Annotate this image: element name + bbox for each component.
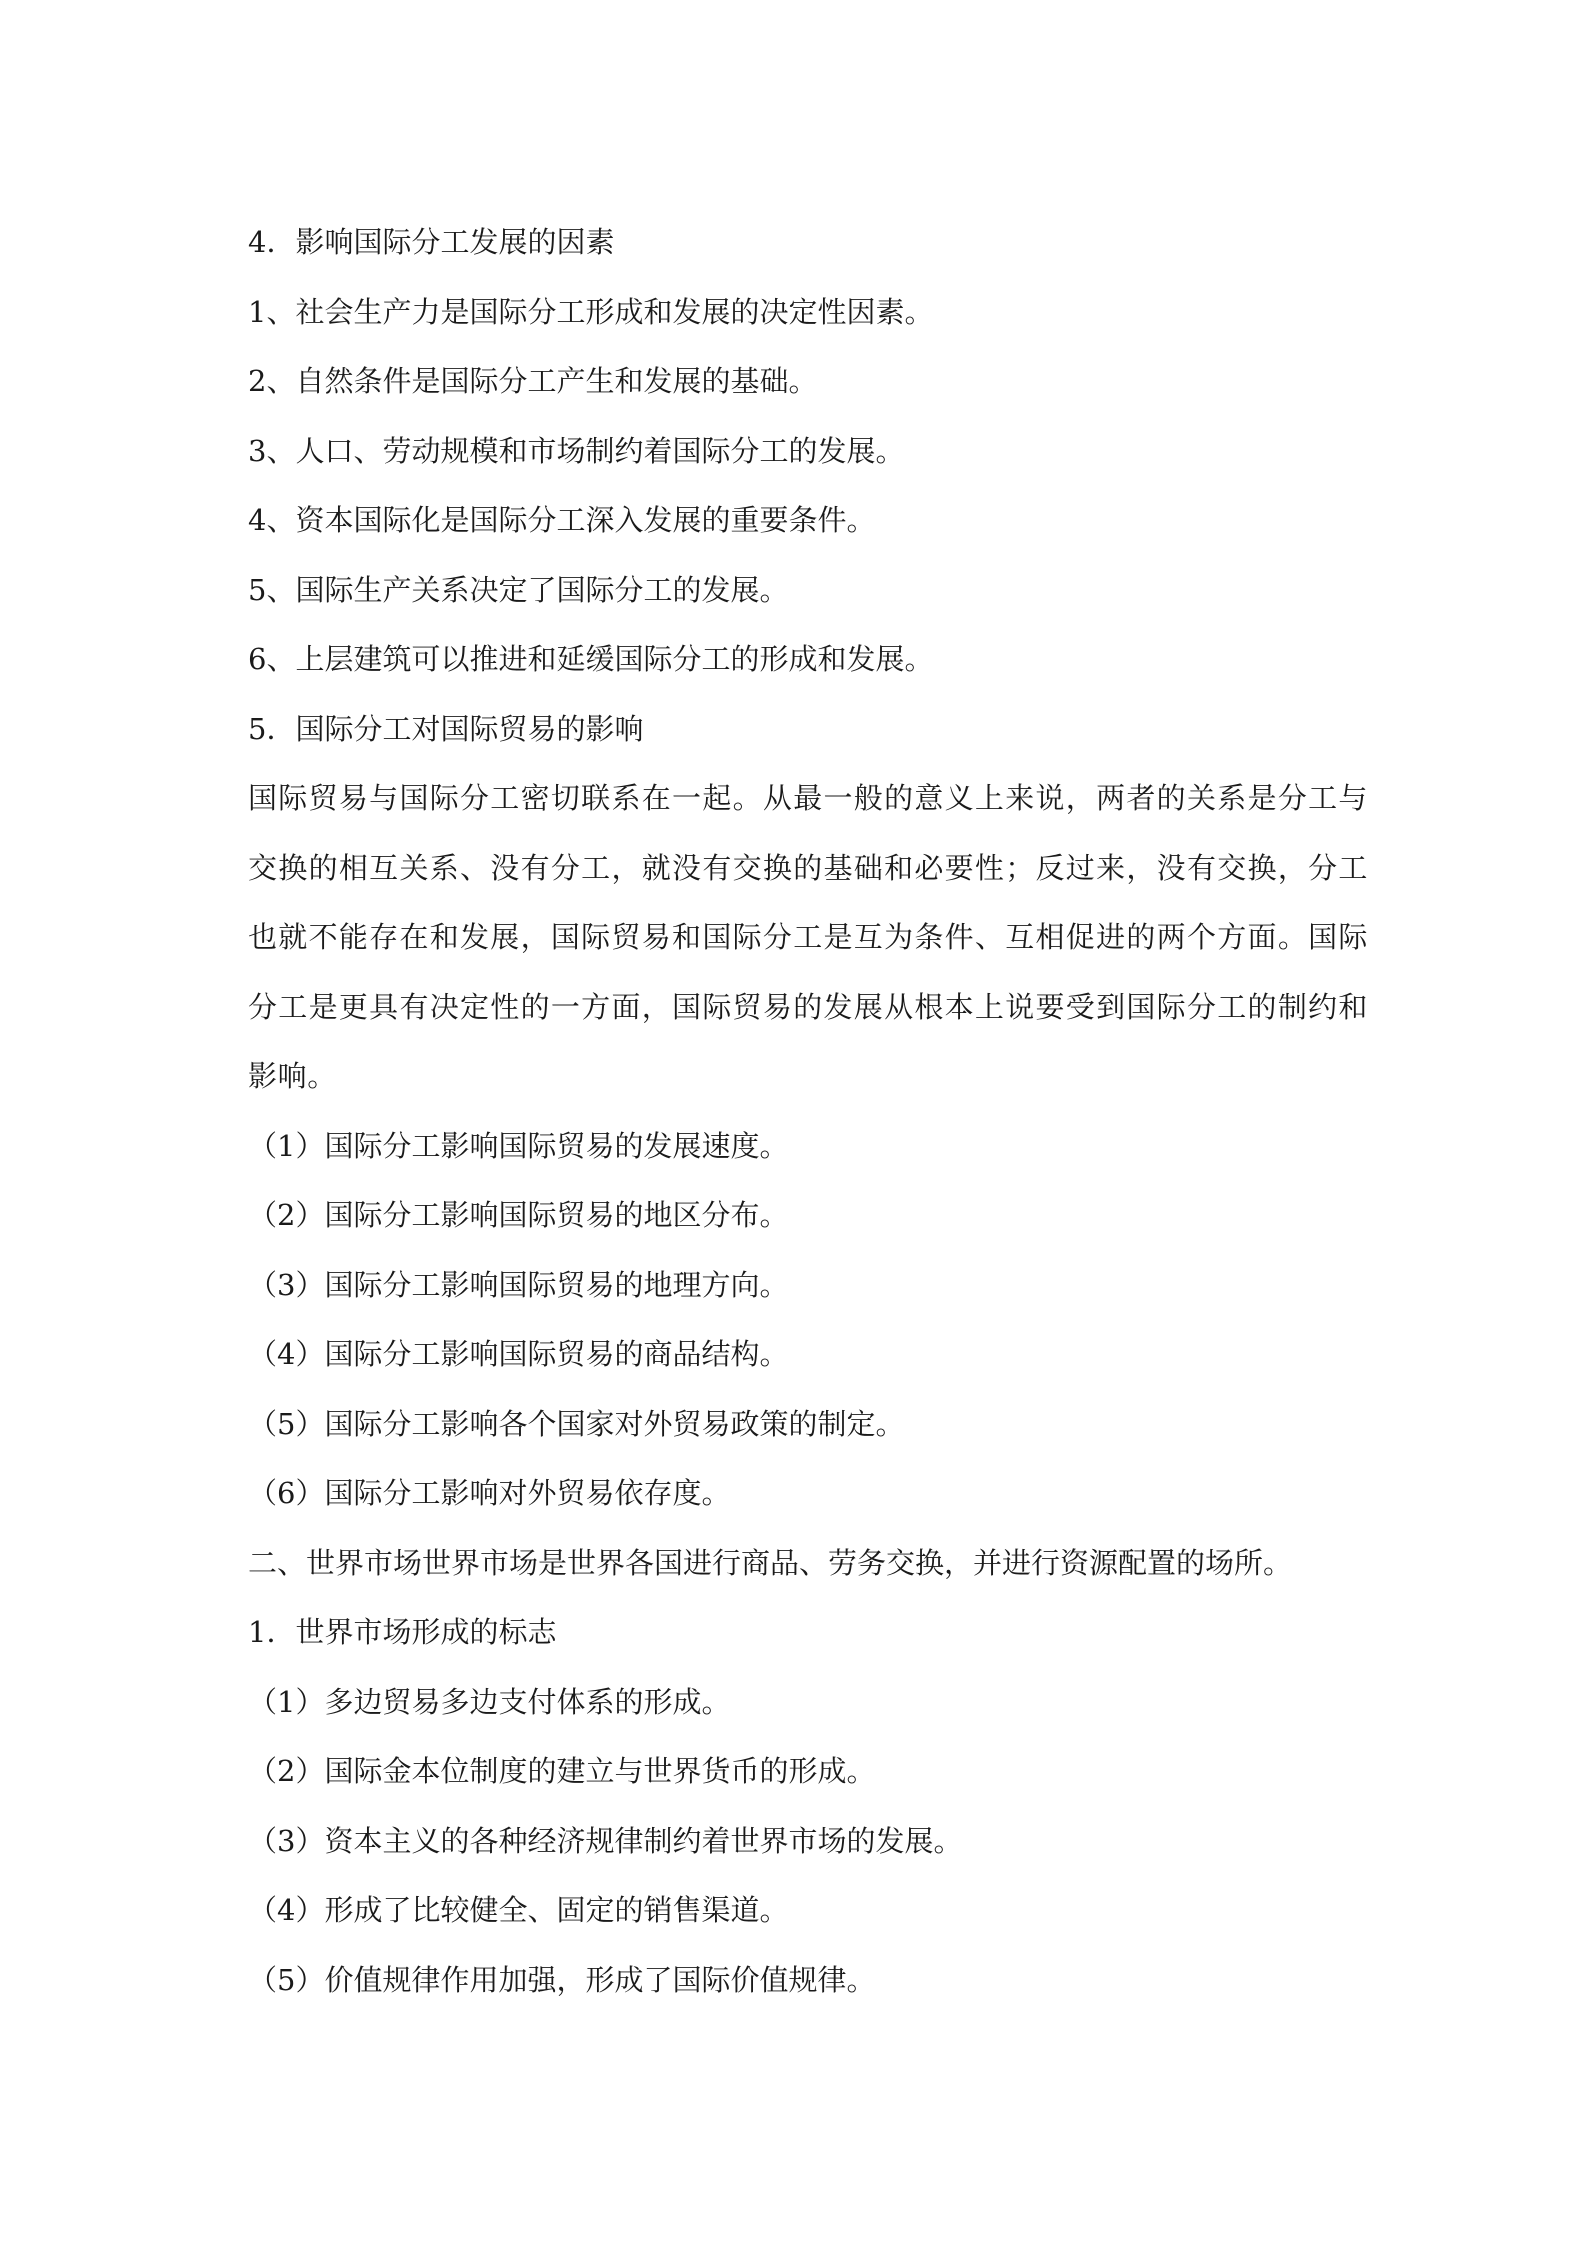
market-item: （3）资本主义的各种经济规律制约着世界市场的发展。 [248, 1823, 963, 1858]
factor-item: 5、国际生产关系决定了国际分工的发展。 [248, 572, 789, 607]
market-item: （1）多边贸易多边支付体系的形成。 [248, 1684, 731, 1719]
document-body [248, 208, 1368, 2015]
factor-item: 1、社会生产力是国际分工形成和发展的决定性因素。 [248, 294, 934, 329]
section-heading: 4．影响国际分工发展的因素 [248, 225, 615, 259]
factor-item: 6、上层建筑可以推进和延缓国际分工的形成和发展。 [248, 642, 934, 676]
factor-item: 4、资本国际化是国际分工深入发展的重要条件。 [248, 503, 876, 537]
impact-item: （1）国际分工影响国际贸易的发展速度。 [248, 1128, 789, 1163]
market-item: （2）国际金本位制度的建立与世界货币的形成。 [248, 1754, 876, 1788]
impact-item: （4）国际分工影响国际贸易的商品结构。 [248, 1337, 789, 1371]
impact-item: （6）国际分工影响对外贸易依存度。 [248, 1476, 731, 1510]
factor-item: 3、人口、劳动规模和市场制约着国际分工的发展。 [248, 433, 905, 468]
impact-item: （3）国际分工影响国际贸易的地理方向。 [248, 1267, 789, 1302]
impact-item: （5）国际分工影响各个国家对外贸易政策的制定。 [248, 1406, 905, 1441]
subheading: 1．世界市场形成的标志 [248, 1615, 557, 1649]
impact-item: （2）国际分工影响国际贸易的地区分布。 [248, 1198, 789, 1232]
body-paragraph: 国际贸易与国际分工密切联系在一起。从最一般的意义上来说，两者的关系是分工与交换的相互关系、没有分工，就没有交换的基础和必要性；反过来，没有交换，分工也就不能存在和发展，国际贸易和国际分工是互为条件、互相促进的两个方面。国际分工是更具有决定性的一方面，国际贸易的发展从根本上说要受到国际分工的制约和影响。 [248, 781, 1368, 1093]
section-two-heading: 二、世界市场世界市场是世界各国进行商品、劳务交换，并进行资源配置的场所。 [248, 1545, 1293, 1580]
factor-item: 2、自然条件是国际分工产生和发展的基础。 [248, 364, 818, 398]
market-item: （4）形成了比较健全、固定的销售渠道。 [248, 1893, 789, 1927]
market-item: （5）价值规律作用加强，形成了国际价值规律。 [248, 1962, 876, 1997]
section-heading: 5．国际分工对国际贸易的影响 [248, 711, 644, 746]
